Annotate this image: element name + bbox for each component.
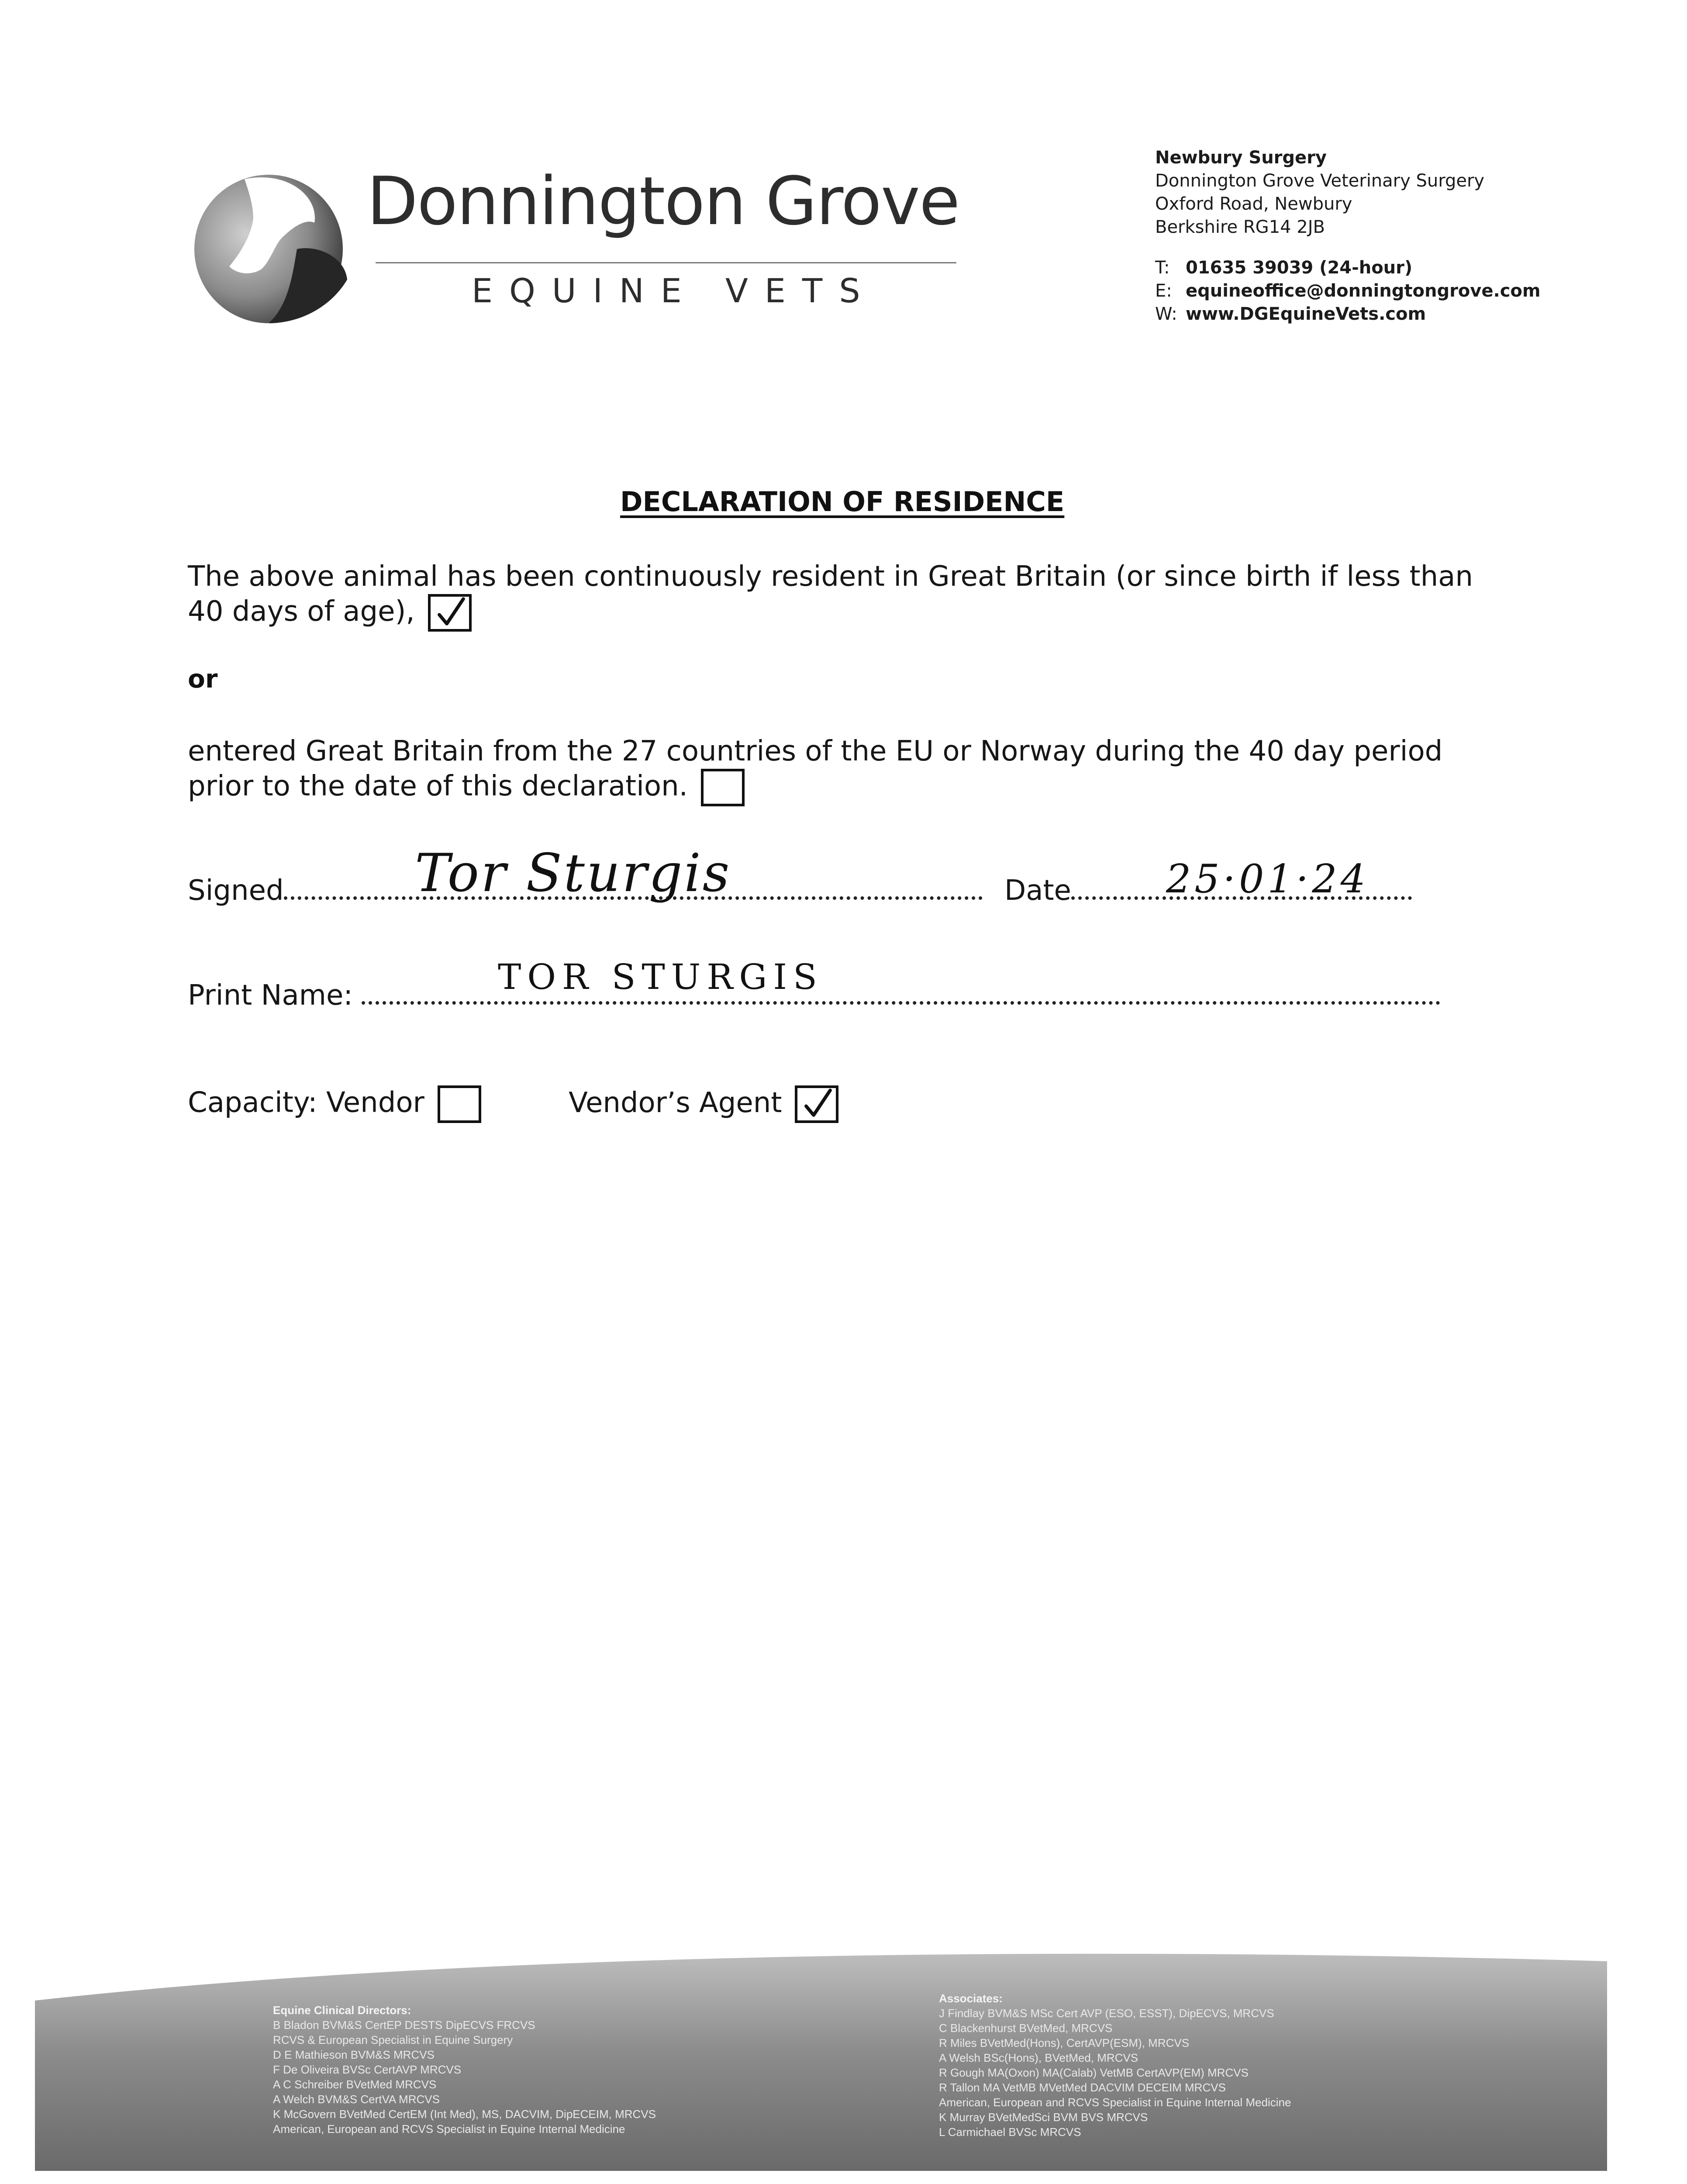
associate-line: American, European and RCVS Specialist in Equine Internal Medicine bbox=[939, 2096, 1291, 2109]
web-label: W: bbox=[1155, 304, 1177, 324]
or-separator: or bbox=[188, 664, 218, 694]
date-label: Date bbox=[1004, 874, 1071, 907]
director-line: D E Mathieson BVM&S MRCVS bbox=[273, 2048, 435, 2061]
signed-label: Signed bbox=[188, 874, 284, 907]
email-address: equineoffice@donningtongrove.com bbox=[1186, 281, 1541, 301]
address-line: Donnington Grove Veterinary Surgery bbox=[1155, 171, 1485, 191]
handwritten-signature: Tor Sturgis bbox=[415, 843, 731, 904]
contact-heading: Newbury Surgery bbox=[1155, 148, 1327, 168]
footer-directors bbox=[273, 2003, 656, 2136]
director-line: F De Oliveira BVSc CertAVP MRCVS bbox=[273, 2063, 462, 2076]
residence-option-1 bbox=[188, 559, 1473, 632]
director-line: American, European and RCVS Specialist in Equine Internal Medicine bbox=[273, 2122, 625, 2136]
footer-associates bbox=[939, 1991, 1291, 2139]
entry-text-line: entered Great Britain from the 27 countries of the EU or Norway during the 40 day period bbox=[188, 735, 1443, 767]
director-line: A C Schreiber BVetMed MRCVS bbox=[273, 2078, 437, 2091]
capacity-row bbox=[188, 1085, 838, 1123]
footer-band bbox=[35, 1944, 1607, 2171]
address-line: Berkshire RG14 2JB bbox=[1155, 217, 1325, 237]
vendor-checkbox[interactable] bbox=[438, 1085, 481, 1123]
residence-option-2 bbox=[188, 734, 1442, 806]
director-line: B Bladon BVM&S CertEP DESTS DipECVS FRCVS bbox=[273, 2018, 535, 2032]
resident-checkbox[interactable] bbox=[428, 594, 472, 632]
associate-line: R Tallon MA VetMB MVetMed DACVIM DECEIM MRCVS bbox=[939, 2081, 1226, 2094]
director-line: K McGovern BVetMed CertEM (Int Med), MS, DACVIM, DipECEIM, MRCVS bbox=[273, 2108, 656, 2121]
phone-label: T: bbox=[1155, 258, 1170, 278]
associate-line: A Welsh BSc(Hons), BVetMed, MRCVS bbox=[939, 2051, 1138, 2064]
associates-heading: Associates: bbox=[939, 1992, 1003, 2005]
associate-line: R Miles BVetMed(Hons), CertAVP(ESM), MRCVS bbox=[939, 2036, 1190, 2049]
associate-line: L Carmichael BVSc MRCVS bbox=[939, 2125, 1081, 2139]
associate-line: C Blackenhurst BVetMed, MRCVS bbox=[939, 2022, 1113, 2035]
contact-block bbox=[1155, 146, 1541, 326]
associate-line: R Gough MA(Oxon) MA(Calab) VetMB CertAVP(EM) MRCVS bbox=[939, 2066, 1249, 2079]
declaration-title: DECLARATION OF RESIDENCE bbox=[620, 486, 1065, 518]
phone-number: 01635 39039 (24-hour) bbox=[1186, 258, 1413, 278]
brand-name: Donnington Grove bbox=[367, 162, 959, 240]
brand-subtitle: EQUINE VETS bbox=[472, 271, 877, 310]
directors-heading: Equine Clinical Directors: bbox=[273, 2004, 411, 2017]
associate-line: J Findlay BVM&S MSc Cert AVP (ESO, ESST), DipECVS, MRCVS bbox=[939, 2007, 1274, 2020]
logo-divider bbox=[376, 262, 956, 263]
director-line: RCVS & European Specialist in Equine Surgery bbox=[273, 2033, 513, 2046]
handwritten-date: 25·01·24 bbox=[1166, 856, 1369, 902]
capacity-vendor-label: Capacity: Vendor bbox=[188, 1086, 424, 1119]
horse-head-logo-icon bbox=[188, 166, 358, 328]
vendors-agent-checkbox[interactable] bbox=[795, 1085, 838, 1123]
email-label: E: bbox=[1155, 281, 1172, 301]
director-line: A Welch BVM&S CertVA MRCVS bbox=[273, 2093, 440, 2106]
entry-text-line: prior to the date of this declaration. bbox=[188, 770, 688, 802]
address-line: Oxford Road, Newbury bbox=[1155, 194, 1352, 214]
vendors-agent-label: Vendor’s Agent bbox=[569, 1086, 782, 1119]
entered-checkbox[interactable] bbox=[701, 769, 745, 806]
associate-line: K Murray BVetMedSci BVM BVS MRCVS bbox=[939, 2111, 1148, 2124]
check-mark-icon bbox=[797, 1088, 836, 1120]
print-name-label: Print Name: bbox=[188, 979, 353, 1012]
residence-text-line: 40 days of age), bbox=[188, 595, 415, 628]
residence-text-line: The above animal has been continuously resident in Great Britain (or since birth if less than bbox=[188, 560, 1473, 593]
website: www.DGEquineVets.com bbox=[1186, 304, 1426, 324]
check-mark-icon bbox=[431, 597, 469, 629]
handwritten-print-name: TOR STURGIS bbox=[498, 957, 823, 997]
